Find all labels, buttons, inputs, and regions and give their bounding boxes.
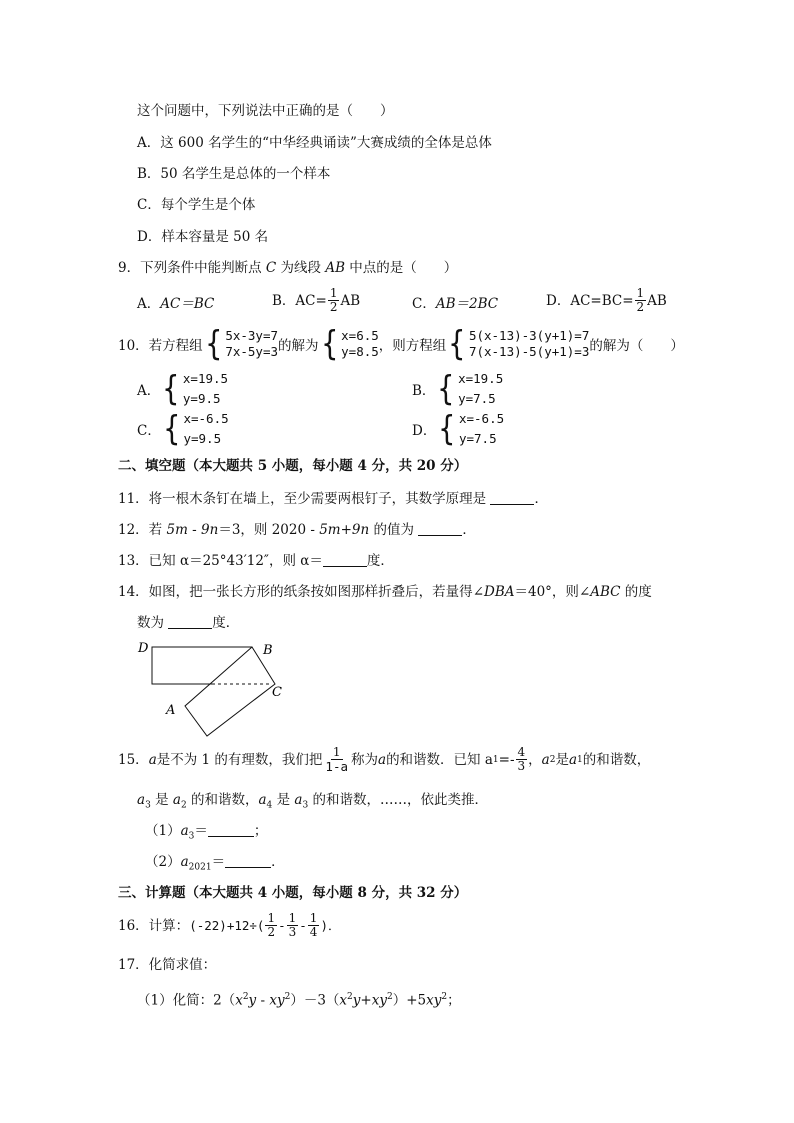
q15-part2: $(2)a_{2021}=$ ． xyxy=(145,854,285,873)
brace-icon: { xyxy=(448,324,466,364)
label-d: D xyxy=(138,641,149,656)
q9-option-c: C．AB＝2BC xyxy=(412,296,499,312)
folded-strip-figure xyxy=(130,636,300,746)
q17-title: 17．化简求值： xyxy=(118,957,217,973)
q8-option-a: A．这 600 名学生的“中华经典诵读”大赛成绩的全体是总体 xyxy=(137,135,492,151)
answer-blank xyxy=(168,614,212,629)
brace-icon: { xyxy=(320,324,338,364)
q9-b-fraction: $\frac{1}{2}$ xyxy=(329,286,338,314)
q8-stem: 这个问题中，下列说法中正确的是（ ） xyxy=(137,103,394,119)
q13: 13．已知 α＝25°43′12″，则 α＝ 度． xyxy=(118,553,394,569)
fraction-half: $\frac{1}{2}$ xyxy=(267,911,276,939)
answer-blank xyxy=(323,552,367,567)
q8-option-d: D．样本容量是 50 名 xyxy=(137,229,269,245)
q11: 11．将一根木条钉在墙上，至少需要两根钉子，其数学原理是 ． xyxy=(118,491,548,507)
q14-line2: 数为 度． xyxy=(137,615,240,631)
q17-part1: （1）化简：$2(x^2y - xy^2)-3(x^2y+xy^2)+5xy^2$； xyxy=(137,992,461,1009)
q9-option-d: D．AC=BC= $\frac{1}{2}$ AB xyxy=(546,286,667,314)
q16: 16．计算： (-2 2 )+12÷( $\frac{1}{2}$ - $\frac{1}{3}$ - $\frac{1}{4}$ )． xyxy=(118,911,341,939)
q9-stem: 9．下列条件中能判断点 C 为线段 AB 中点的是（ ） xyxy=(118,260,458,276)
section-fill-in-heading: 二、填空题（本大题共 5 小题，每小题 4 分，共 20 分） xyxy=(118,458,468,474)
q8-option-c: C．每个学生是个体 xyxy=(137,197,256,213)
q12: 12．若 5m - 9n＝3，则 2020 - 5m+9n 的值为 ． xyxy=(118,522,476,538)
a1-value-fraction: $\frac{4}{3}$ xyxy=(517,745,526,773)
q9-option-a: A．AC＝BC xyxy=(137,296,215,312)
fraction-third: $\frac{1}{3}$ xyxy=(288,911,297,939)
q10-option-c: C． { x=-6.5 y=9.5 xyxy=(137,409,229,449)
rectangle-strip xyxy=(152,647,252,684)
q15-line2: $a_3$ 是 $a_2$ 的和谐数，$a_4$ 是 $a_3$ 的和谐数，……，依此类推． xyxy=(137,792,488,811)
q9-d-fraction: $\frac{1}{2}$ xyxy=(636,286,645,314)
q14-line1: 14．如图，把一张长方形的纸条按如图那样折叠后，若量得∠DBA＝40°，则∠ABC 的度 xyxy=(118,584,652,600)
q10-stem: 10．若方程组 { 5x-3y=7 7x-5y=3 的解为 { x=6.5 y=8.5 ，则方程组 { 5(x-13)-3(y+1)=7 7(x-13)-5(y+1)=3 的解为（ ） xyxy=(118,324,684,364)
q8-option-b: B．50 名学生是总体的一个样本 xyxy=(137,166,331,182)
fraction-quarter: $\frac{1}{4}$ xyxy=(309,911,318,939)
q10-option-b: B． { x=19.5 y=7.5 xyxy=(412,369,504,409)
harmonic-fraction: $\frac{1}{1-a}$ xyxy=(325,745,348,774)
label-c: C xyxy=(272,685,282,700)
answer-blank xyxy=(208,822,254,837)
label-a: A xyxy=(166,703,176,718)
answer-blank xyxy=(418,521,462,536)
label-b: B xyxy=(263,643,273,658)
brace-icon: { xyxy=(437,369,455,409)
brace-icon: { xyxy=(162,369,180,409)
section-calc-heading: 三、计算题（本大题共 4 小题，每小题 8 分，共 32 分） xyxy=(118,885,468,901)
answer-blank xyxy=(225,853,271,868)
folded-part xyxy=(185,647,275,736)
q10-option-d: D． { x=-6.5 y=7.5 xyxy=(412,409,505,449)
brace-icon: { xyxy=(163,409,181,449)
q15-line1: 15． a 是不为 1 的有理数，我们把 $\frac{1}{1-a}$ 称为 a 的和谐数．已知 a 1 =- $\frac{4}{3}$ ， a 2 是 a 1 的和谐数， xyxy=(118,745,651,774)
q10-option-a: A． { x=19.5 y=9.5 xyxy=(137,369,229,409)
brace-icon: { xyxy=(204,324,223,364)
answer-blank xyxy=(490,490,534,505)
q15-part1: $(1)a_3=$ ； xyxy=(145,823,268,842)
q9-option-b: B．AC= $\frac{1}{2}$ AB xyxy=(272,286,361,314)
brace-icon: { xyxy=(438,409,456,449)
